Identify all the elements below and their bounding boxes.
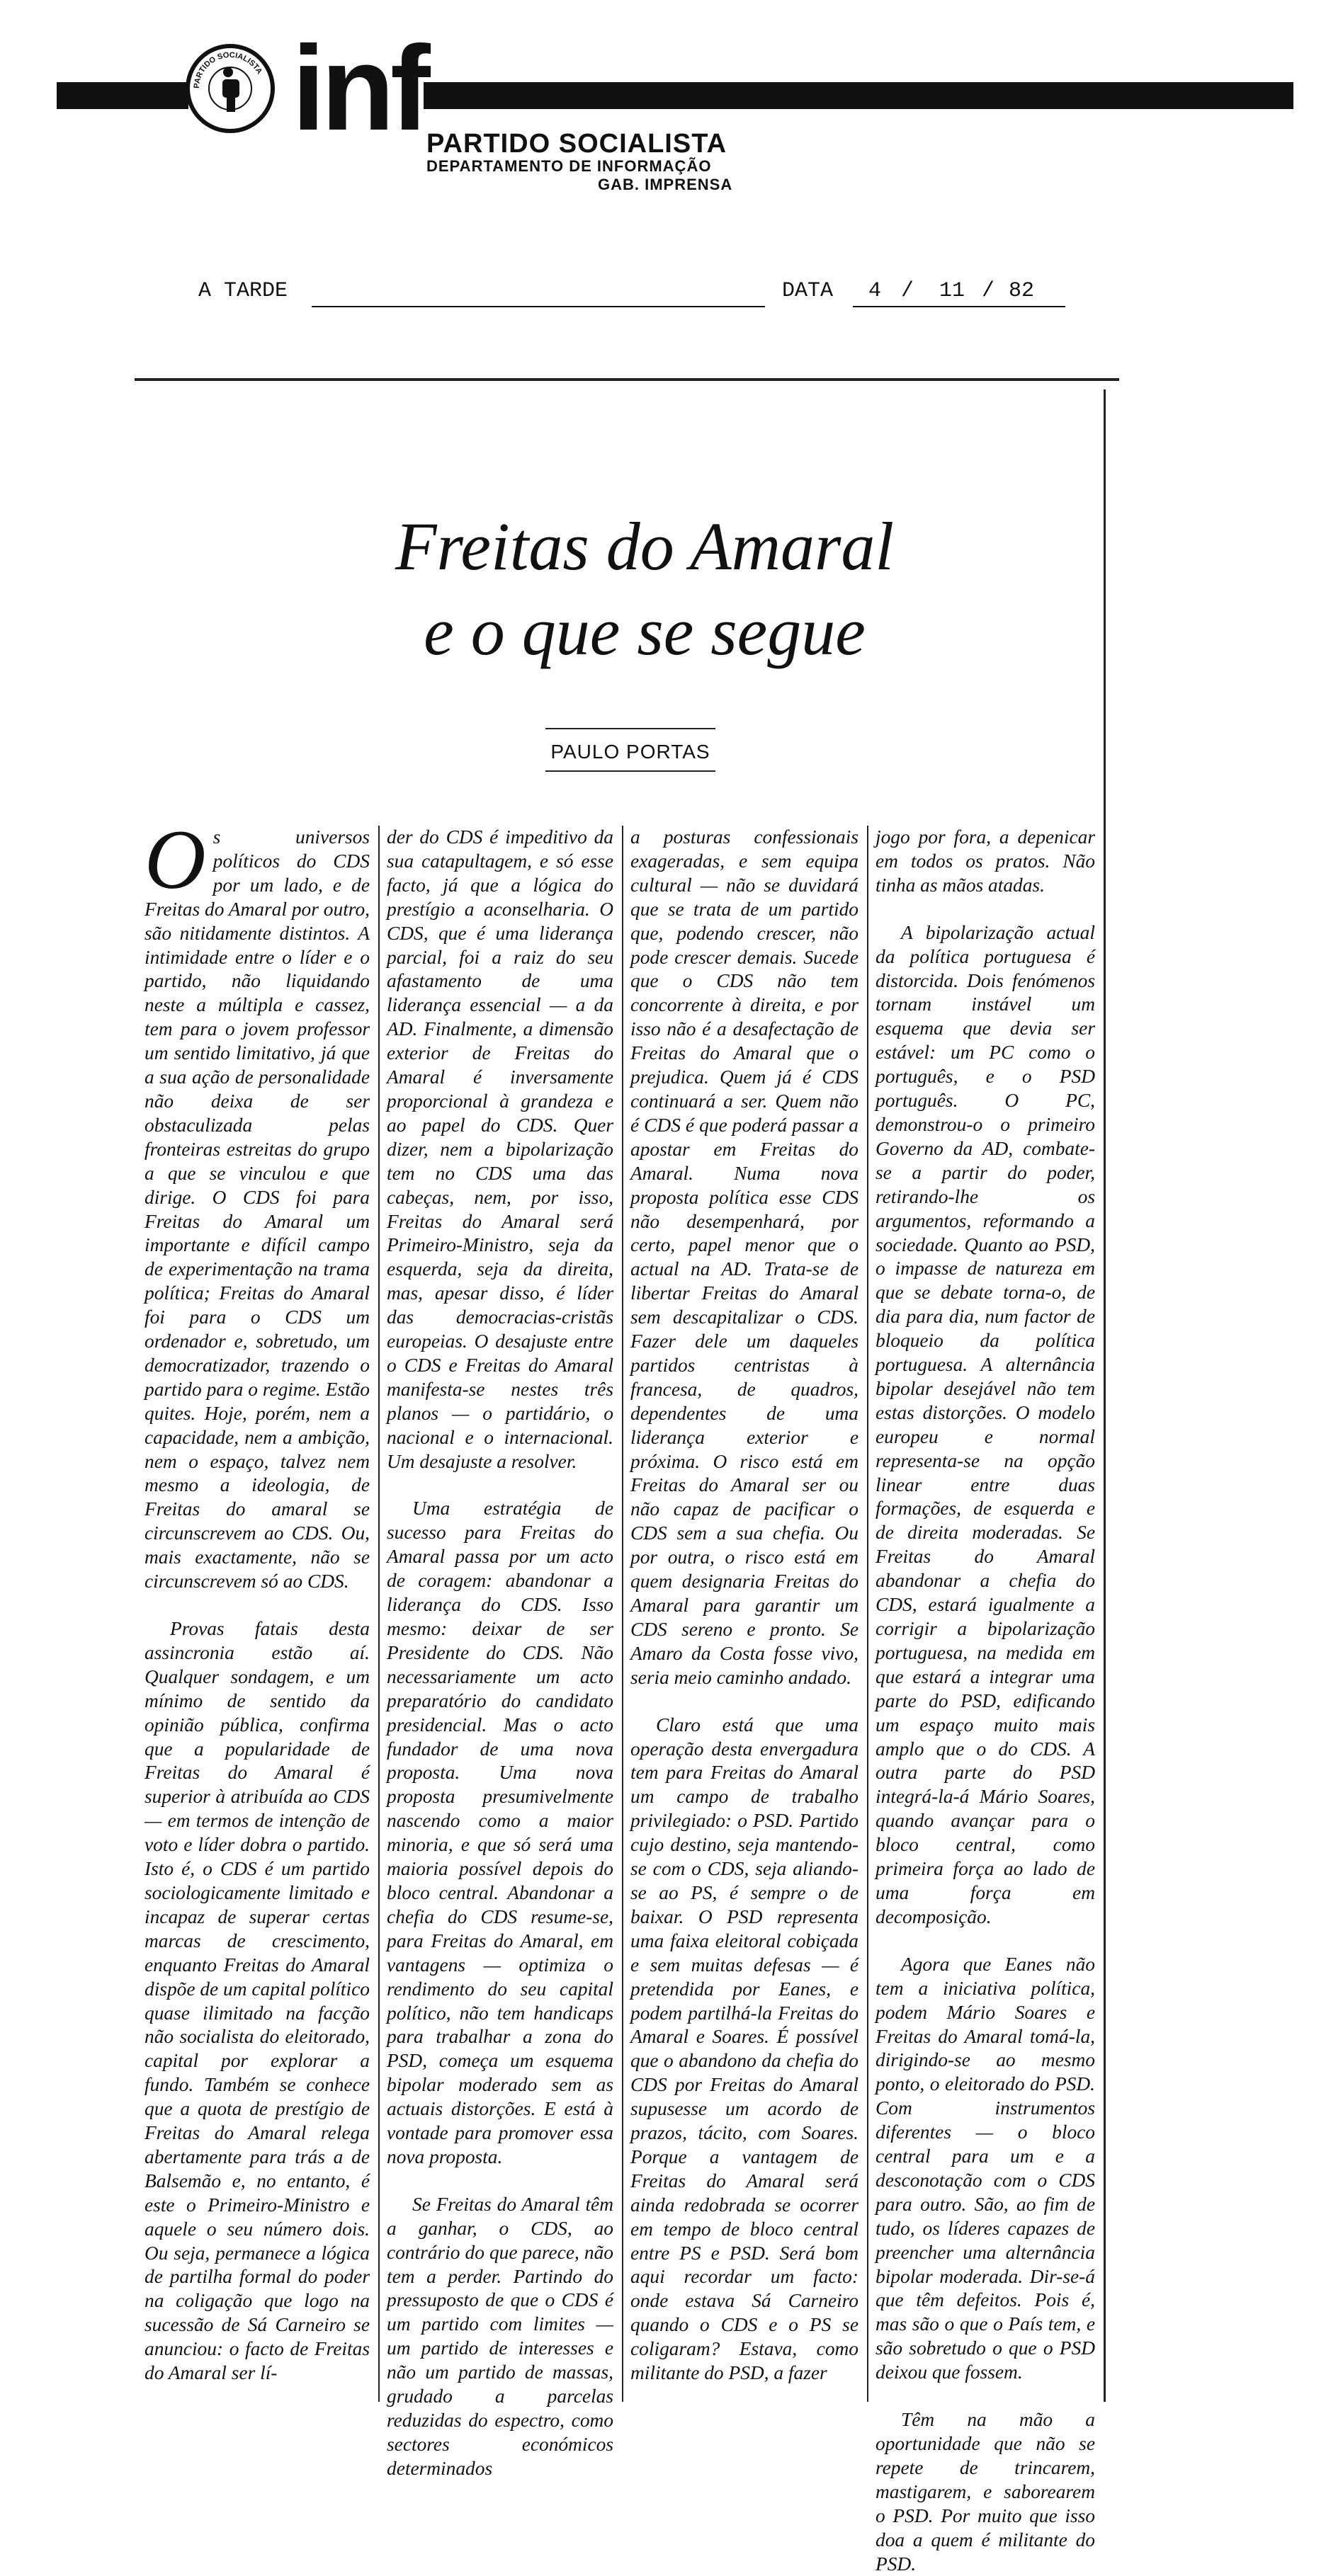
clipping-top-rule xyxy=(135,378,1119,381)
drop-cap: O xyxy=(144,812,206,906)
byline-rule-top xyxy=(545,728,715,729)
clipping-right-rule xyxy=(1104,389,1106,2402)
date-sep-1: / xyxy=(901,279,914,303)
date-month: 11 xyxy=(939,279,965,303)
date-label: DATA xyxy=(782,279,834,303)
paragraph: Claro está que uma operação desta envergadura tem para Freitas do Amaral um campo de trabalho privilegiado: o PSD. Partido cujo destino, seja mantendo-se com o CDS, seja aliando-se ao PS, é sempre o de baixar. O PSD representa uma faixa eleitoral cobiçada e sem muitas defesas — é pretendida por Eanes, e podem partilhá-la Freitas do Amaral e Soares. É possível que o abandono da chefia do CDS por Freitas do Amaral supusesse um acordo de prazos, tácito, com Soares. Porque a vantagem de Freitas do Amaral será ainda redobrada se ocorrer em tempo de bloco central entre PS e PSD. Será bom aqui recordar um facto: onde estava Sá Carneiro quando o CDS e o PS se coligaram? Estava, como militante do PSD, a fazer xyxy=(630,1714,858,2384)
date-year: 82 xyxy=(1009,279,1035,303)
column-divider xyxy=(867,826,868,2402)
party-logo xyxy=(186,44,275,133)
date-day: 4 xyxy=(868,279,882,303)
newspaper-name: A TARDE xyxy=(198,279,288,303)
paragraph: a posturas confessionais exageradas, e sem equipa cultural — não se duvidará que se trata de um partido que, podendo crescer, não pode crescer demais. Sucede que o CDS não tem concorrente à direita, e por isso não é a desafectação de Freitas do Amaral que o prejudica. Quem já é CDS continuará a ser. Quem não é CDS é que poderá passar a apostar em Freitas do Amaral. Numa nova proposta política esse CDS não desempenhará, por certo, papel menor que o actual na AD. Trata-se de libertar Freitas do Amaral sem descapitalizar o CDS. Fazer dele um daqueles partidos centristas à francesa, de quadros, dependentes de uma liderança exterior e próxima. O risco está em Freitas do Amaral ser ou não capaz de pacificar o CDS sem a sua chefia. Ou por outra, o risco está em quem designaria Freitas do Amaral para garantir um CDS sereno e pronto. Se Amaro da Costa fosse vivo, seria meio caminho andado. xyxy=(630,826,858,1688)
department-name: DEPARTAMENTO DE INFORMAÇÃO xyxy=(426,157,712,175)
paragraph: Provas fatais desta assincronia estão aí. Qualquer sondagem, e um mínimo de sentido da opinião pública, confirma que a popularidade de Freitas do Amaral é superior à atribuída ao CDS — em termos de intenção de voto e líder dobra o partido. Isto é, o CDS é um partido sociologicamente limitado e incapaz de superar certas marcas de crescimento, enquanto Freitas do Amaral dispõe de um capital político quase ilimitado na facção não socialista do eleitorado, capital por explorar a fundo. Também se conhece que a quota de prestígio de Freitas do Amaral relega abertamente para trás a de Balsemão e, no entanto, é este o Primeiro-Ministro e aquele o seu número dois. Ou seja, permanece a lógica de partilha formal do poder na coligação que logo na sucessão de Sá Carneiro se anunciou: o facto de Freitas do Amaral ser lí- xyxy=(144,1618,370,2384)
newspaper-underline xyxy=(312,306,765,307)
article-column-4 xyxy=(876,826,1095,2575)
fist-rose-icon xyxy=(190,48,271,129)
column-divider xyxy=(378,826,380,2402)
article-column-2 xyxy=(387,826,613,2479)
header-bar-left xyxy=(57,82,188,109)
paragraph: A bipolarização actual da política portuguesa é distorcida. Dois fenómenos tornam instável um esquema que devia ser estável: um PC como o português, e o PSD português. O PC, demonstrou-o o primeiro Governo da AD, combate-se a partir do poder, retirando-lhe os argumentos, reformando a sociedade. Quanto ao PSD, o impasse de natureza em que se debate torna-o, de dia para dia, num factor de bloqueio da política portuguesa. A alternância bipolar desejável não tem estas distorções. O modelo europeu e normal representa-se na opção linear entre duas formações, de esquerda e de direita moderadas. Se Freitas do Amaral abandonar a chefia do CDS, estará igualmente a corrigir a bipolarização portuguesa, na medida em que estará a integrar uma parte do PSD, edificando um espaço muito mais amplo que o do CDS. A outra parte do PSD integrá-la-á Mário Soares, quando avançar para o bloco central, como primeira força ao lado de uma força em decomposição. xyxy=(876,921,1095,1927)
title-line-1: Freitas do Amaral xyxy=(395,508,894,584)
date-sep-2: / xyxy=(982,279,995,303)
byline-rule-bottom xyxy=(545,770,715,772)
paragraph: Agora que Eanes não tem a iniciativa política, podem Mário Soares e Freitas do Amaral tomá-la, dirigindo-se ao mesmo ponto, o eleitorado do PSD. Com instrumentos diferentes — o bloco central para um e a desconotação com o CDS para outro. São, ao fim de tudo, os líderes capazes de preencher uma alternância bipolar moderada. Dir-se-á que têm defeitos. Pois é, mas são o que o País tem, e são sobretudo o que o PSD deixou que fossem. xyxy=(876,1953,1095,2383)
logo-ring-text: PARTIDO SOCIALISTA xyxy=(192,50,264,89)
paragraph: jogo por fora, a depenicar em todos os pratos. Não tinha as mãos atadas. xyxy=(876,826,1095,896)
date-underline xyxy=(853,306,1065,307)
paragraph: Se Freitas do Amaral têm a ganhar, o CDS, ao contrário do que parece, não tem a perder. Partindo do pressuposto de que o CDS é um partido com limites — um partido de interesses e não um partido de massas, grudado a parcelas reduzidas do espectro, como sectores económicos determinados xyxy=(387,2193,613,2479)
paragraph xyxy=(144,812,370,1594)
paragraph: der do CDS é impeditivo da sua catapultagem, e só esse facto, já que a lógica do prestígio a aconselharia. O CDS, que é uma liderança parcial, foi a raiz do seu afastamento de uma liderança essencial — a da AD. Finalmente, a dimensão exterior de Freitas do Amaral é inversamente proporcional à grandeza e ao papel do CDS. Quer dizer, nem a bipolarização tem no CDS uma das cabeças, nem, por isso, Freitas do Amaral será Primeiro-Ministro, seja da esquerda, seja da direita, mas, apesar disso, é líder das democracias-cristãs europeias. O desajuste entre o CDS e Freitas do Amaral manifesta-se nestes três planos — o partidário, o nacional e o internacional. Um desajuste a resolver. xyxy=(387,826,613,1472)
byline: PAULO PORTAS xyxy=(550,741,710,763)
article-column-3 xyxy=(630,826,858,2402)
party-name: PARTIDO SOCIALISTA xyxy=(426,129,727,159)
office-name: GAB. IMPRENSA xyxy=(598,176,733,193)
header-bar-right xyxy=(424,82,1293,109)
article-title xyxy=(255,504,1034,674)
article-column-1 xyxy=(144,812,370,2402)
column-divider xyxy=(622,826,623,2402)
paragraph: Têm na mão a oportunidade que não se repete de trincarem, mastigarem, e saborearem o PSD. Por muito que isso doa a quem é militante do PSD. xyxy=(876,2409,1095,2575)
logo-text: inf xyxy=(292,21,426,156)
title-line-2: e o que se segue xyxy=(424,593,866,669)
paragraph: Uma estratégia de sucesso para Freitas do Amaral passa por um acto de coragem: abandonar a liderança do CDS. Isso mesmo: deixar de ser Presidente do CDS. Não necessariamente um acto preparatório do candidato presidencial. Mas o acto fundador de uma nova proposta. Uma nova proposta presumivelmente nascendo como a maior minoria, e que só será uma maioria possível depois do bloco central. Abandonar a chefia do CDS resume-se, para Freitas do Amaral, em vantagens — optimiza o rendimento do seu capital político, não tem handicaps para trabalhar a zona do PSD, começa um esquema bipolar moderado sem as actuais distorções. E está à vontade para promover essa nova proposta. xyxy=(387,1498,613,2167)
paragraph-text: s universos políticos do CDS por um lado, e de Freitas do Amaral por outro, são nitidamente distintos. A intimidade entre o líder e o partido, não liquidando neste a múltipla e cassez, tem para o jovem professor um sentido limitativo, já que a sua ação de personalidade não deixa de ser obstaculizada pelas fronteiras estreitas do grupo a que se vinculou e que dirige. O CDS foi para Freitas do Amaral um importante e difícil campo de experimentação na trama política; Freitas do Amaral foi para o CDS um ordenador e, sobretudo, um democratizador, trazendo o partido para o regime. Estão quites. Hoje, porém, nem a capacidade, nem a ambição, nem o espaço, talvez nem mesmo a ideologia, de Freitas do amaral se circunscrevem ao CDS. Ou, mais exactamente, não se circunscrevem só ao CDS. xyxy=(144,826,370,1592)
